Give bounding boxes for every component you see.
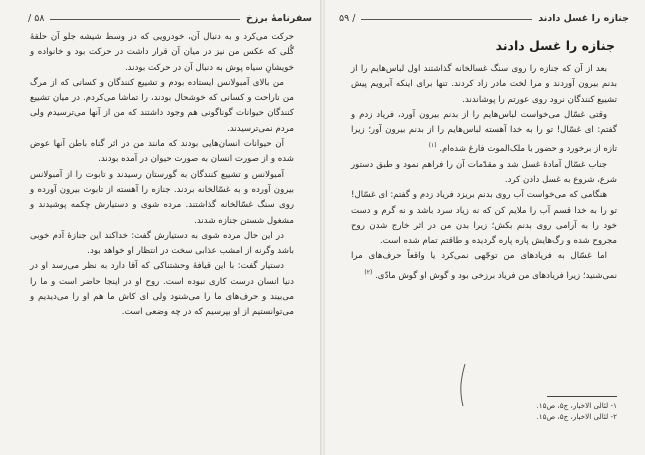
paragraph: حرکت می‌کرد و به دنبال آن، خودرویی که در وسط شیشه جلو آن حلقهٔ گُلی که عکس من نیز در میان آن قرار داشت در حرکت بود و خانواده و خویشانِ سیاه پوش به دنبال آن در حرکت بودند. (30, 32, 294, 73)
left-page-body (30, 30, 294, 321)
paragraph (351, 62, 617, 108)
left-page-header (28, 10, 312, 26)
paragraph-text: اما غسّال به فریادهای من توجّهی نمی‌کرد یا واقعاً حرف‌های مرا نمی‌شنید؛ زیرا فریادهای من فریاد برزخی بود و گوش او گوش مادّی. (351, 251, 617, 281)
right-page-body (351, 62, 617, 284)
paragraph: آن حیوانات انسان‌هایی بودند که مانند من در اثر گناه باطن آنها عوض شده و از صورت انسان به صورت حیوان در آمده بودند. (30, 139, 294, 165)
paragraph: آمبولانس و تشییع کنندگان به گورستان رسیدند و تابوت را از آمبولانس بیرون آورده و به غسّالخانه بردند. جنازه را آهسته از تابوت بیرون آورده و روی سنگ غسّالخانه گذاشتند. مرده شوی و دستیارش چکمه پوشیدند و مشغول شستن جنازه شدند. (30, 169, 294, 226)
footnote-mark: (۱) (428, 142, 437, 150)
paragraph: من بالای آمبولانس ایستاده بودم و تشییع کنندگان و کسانی که از مرگ من ناراحت و کسانی که خوشحال بودند، را تماشا می‌کردم. در میان تشییع کنندگان حیوانات گوناگونی هم وجود داشتند که من از آنها می‌ترسیدم ولی مردم نمی‌ترسیدند. (30, 77, 294, 134)
page-number: / ۵۹ (339, 12, 356, 24)
header-rule (50, 19, 240, 20)
book-title: سفرنامهٔ برزخ (246, 12, 312, 24)
footnote: ۲- لئالی الاخبار، ج۵، ص۱۵. (536, 412, 617, 421)
running-chapter-title: جنازه را غسل دادند (538, 12, 629, 24)
left-page (0, 0, 322, 455)
chapter-heading: جنازه را غسل دادند (495, 38, 615, 53)
footnotes (475, 400, 617, 422)
paragraph: در این حال مرده شوی به دستیارش گفت: خداکند این جنازهٔ آدم خوبی باشد وگرنه از امشب عذابی سخت در انتظار او خواهد بود. (30, 230, 294, 257)
paragraph-text: جناب غسّال آمادهٔ غسل شد و مقدّمات آن را فراهم نمود و طبق دستور شرع، شروع به غسل دادن کرد. (351, 159, 617, 185)
footnote: ۱- لئالی الاخبار، ج۵، ص۱۵. (536, 401, 617, 410)
page-number: ۵۸ / (28, 12, 45, 24)
paragraph-text: بعد از آن که جنازه را روی سنگ غسالخانه گذاشتند اول لباس‌هایم را از بدنم بیرون آوردند و مرا لخت مادر زاد کردند. تنها برای اینکه آبرویم پیش تشییع کنندگان نرود روی عورتم را پوشاندند. (351, 64, 617, 105)
paragraph (351, 158, 617, 189)
right-page (325, 0, 645, 455)
footnote-rule (547, 396, 617, 397)
paragraph-text: هنگامی که می‌خواست آب روی بدنم بریزد فریاد زدم و گفتم: ای غسّال! تو را به خدا قسم آب را ملایم کن که نه زیاد سرد باشد و نه گرم و دست خود را به آرامی روی بدنم بکش؛ زیرا بدن من در اثر خارج شدن روح مجروح شده و رگ‌هایش پاره پاره گردیده و طاقتم تمام شده است. (351, 190, 617, 247)
paragraph (351, 249, 617, 283)
header-rule (361, 19, 532, 20)
paragraph: دستیار گفت: با این قیافهٔ وحشتناکی که آقا دارد به نظر می‌رسد او در دنیا انسان درست کاری نبوده است. روح او در اینجا حاضر است و ما را می‌بیند و حرف‌های ما را می‌شنود ولی ای کاش ما هم او را می‌دیدیم و می‌توانستیم از او بپرسیم که در چه وضعی است. (30, 261, 294, 318)
paragraph (351, 188, 617, 249)
paragraph (351, 108, 617, 158)
right-page-header (339, 10, 629, 26)
footnote-mark: (۲) (364, 268, 373, 276)
paragraph-text: وقتی غسّال می‌خواست لباس‌هایم را از بدنم بیرون آورد، فریاد زدم و گفتم: ای غسّال! تو را به خدا آهسته لباس‌هایم را از بدنم بیرون آور؛ زیرا تازه از برخورد و حضور با ملک‌الموت فارغ شده‌ام. (351, 109, 617, 155)
